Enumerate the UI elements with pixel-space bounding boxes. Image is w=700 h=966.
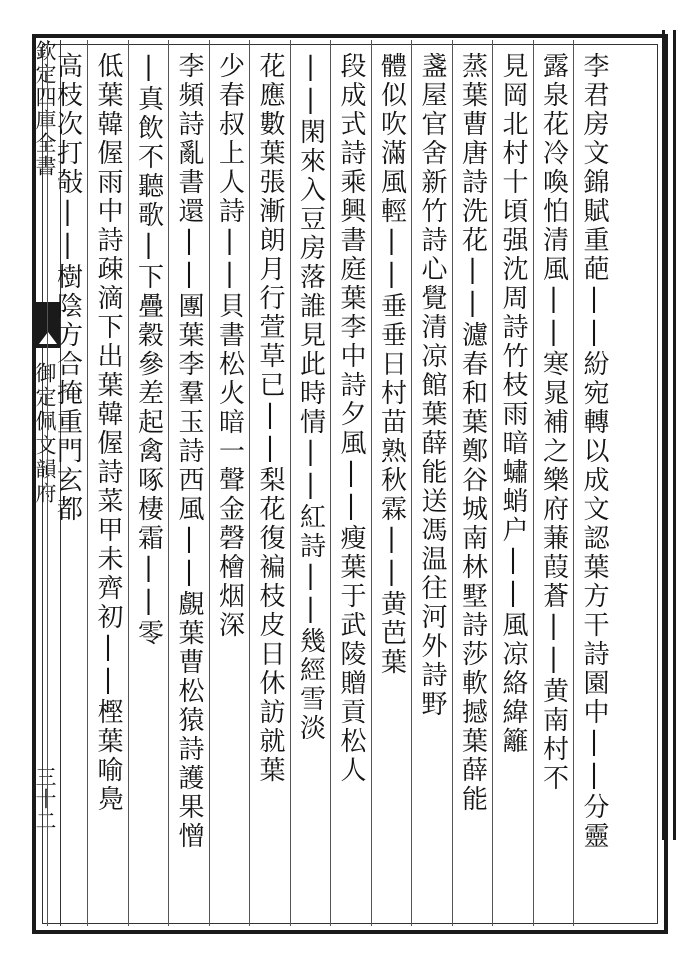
text-column: 少春叔上人詩||貝書松火暗一聲金磬檜烟深	[214, 52, 245, 640]
text-column: 花應數葉張漸朗月行萱草已||梨花復褊枝皮日休訪就葉	[255, 52, 285, 785]
text-column: 李君房文錦賦重葩||紛宛轉以成文認葉方干詩園中||分靈	[579, 52, 609, 851]
text-column: ||閑來入豆房落誰見此時情||紅詩||幾經雪淡	[295, 52, 326, 743]
text-column: 盞屋官舍新竹詩心覺清凉館葉薛能送馮温往河外詩野	[417, 52, 447, 719]
text-column: |真飲不聽歌|下疊穀參差起禽啄棲霜||零	[133, 52, 164, 648]
text-column: 低葉韓偓雨中詩疎滴下出葉韓偓詩菜甲未齊初||樫葉喻鳧	[93, 52, 123, 814]
spine-edge	[662, 30, 676, 840]
page-number: 三十二	[33, 766, 57, 832]
text-column: 露泉花冷喚怕清風||寒晁補之樂府蒹葭蒼||黄南村不	[538, 52, 569, 793]
text-column: 高枝次打敧||樹陰方合掩重門玄都	[52, 52, 83, 524]
book-title: 欽定四庫全書	[33, 40, 57, 178]
column-rule	[47, 40, 48, 926]
text-column: 體似吹滿風輕||垂垂日村苗熟秋霖||黄芭葉	[376, 52, 407, 677]
text-column: 李頻詩亂書還||團葉李羣玉詩西風||覻葉曹松猿詩護果憎	[174, 52, 204, 851]
section-title: 御定佩文韻府	[33, 362, 57, 506]
text-column: 段成式詩乘興書庭葉李中詩夕風||瘦葉于武陵贈貢松人	[336, 52, 366, 785]
text-column: 見岡北村十頃强沈周詩竹枝雨暗蟰蛸户||風凉絡緯籬	[498, 52, 528, 756]
text-column: 蒸葉曹唐詩洗花||濾春和葉鄭谷城南林墅詩莎軟撼葉薛能	[457, 52, 488, 814]
